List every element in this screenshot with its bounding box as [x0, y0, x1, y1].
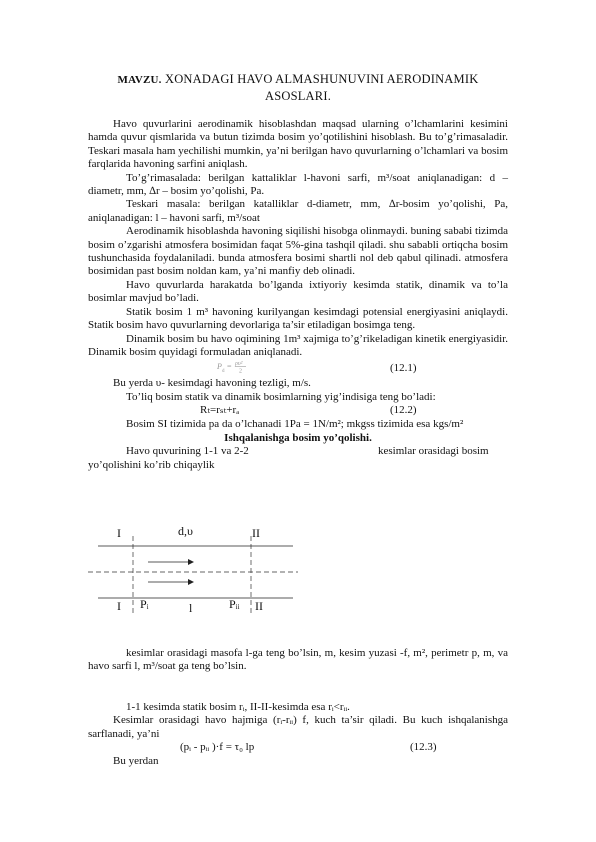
svg-text:d: d — [222, 369, 225, 374]
paragraph-8: Bu yerda υ- kesimdagi havoning tezligi, m/s. — [113, 377, 311, 390]
paragraph-1: Havo quvurlarini aerodinamik hisoblashdan maqsad ularning o’lchamlarini kesimini hamda quvur qismlarida va butun tizimda bosim yo’qotilishini hisoblash. Bu to’g’rimasaladir. Teskari masala ham yechilishi mumkin, ya’ni berilgan havo quvurlarning o’lchamlari va bosim farqlarida havoning sarfini aniqlash. — [88, 118, 508, 171]
section-heading: Ishqalanishga bosim yo’qolishi. — [224, 431, 372, 444]
dynamic-pressure-formula-image — [216, 359, 252, 373]
equation-3-expression: (pᵢ - pᵢᵢ )·f = τ₀ lp — [180, 741, 255, 754]
svg-text:ρυ²: ρυ² — [235, 361, 243, 368]
body-text — [88, 118, 508, 472]
title-line-2: ASOSLARI. — [264, 89, 332, 103]
body-text-3 — [88, 701, 508, 769]
paragraph-7: Dinamik bosim bu havo oqimining 1m³ xajmiga to’g’rikeladigan kinetik energiyasidir. Dinamik bosim quyidagi formuladan aniqlanadi. — [88, 332, 508, 358]
svg-text:=: = — [227, 362, 232, 372]
diagram-label-bottom-right: II — [255, 599, 263, 613]
svg-text:P: P — [217, 362, 222, 372]
paragraph-3: Teskari masala: berilgan katalliklar d-diametr, mm, ∆r-bosim yo’qolishi, Pa, aniqlanadigan: l – havoni sarfi, m³/soat — [88, 198, 508, 224]
flow-arrow-2-head — [188, 579, 194, 585]
paragraph-5: Havo quvurlarda harakatda bo’lganda ixtiyoriy kesimda statik, dinamik va to’la bosimlar mavjud bo’ladi. — [88, 278, 508, 305]
equation-12-1 — [88, 359, 508, 377]
paragraph-11-part-b: kesimlar orasidagi bosim — [378, 444, 489, 457]
diagram-label-bottom-left: I — [117, 599, 121, 613]
body-text-2 — [88, 647, 508, 674]
diagram-label-top-right: II — [252, 526, 260, 540]
duct-section-diagram — [88, 522, 298, 622]
svg-text:2: 2 — [239, 368, 242, 374]
equation-12-2 — [88, 404, 508, 418]
equation-3-number: (12.3) — [410, 741, 437, 754]
diagram-label-p1: Pᵢ — [140, 597, 149, 611]
page-title — [88, 71, 508, 104]
paragraph-6: Statik bosim 1 m³ havoning kurilyangan kesimdagi potensial energiyasini aniqlaydi. Statik bosim havo quvurlarning devorlariga ta’sir etiladigan bosimga teng. — [88, 305, 508, 332]
diagram-label-p2: Pᵢᵢ — [229, 597, 240, 611]
diagram-label-length: l — [189, 601, 193, 615]
paragraph-13: 1-1 kesimda statik bosim rᵢ, II-II-kesimda esa rᵢ<rᵢᵢ. — [126, 701, 350, 713]
diagram-label-top-left: I — [117, 526, 121, 540]
paragraph-10: Bosim SI tizimida pa da o’lchanadi 1Pa = 1N/m²; mkgss tizimida esa kgs/m² — [126, 418, 464, 431]
paragraph-9: To’liq bosim statik va dinamik bosimlarning yig’indisiga teng bo’ladi: — [126, 390, 436, 403]
flow-arrow-1-head — [188, 559, 194, 565]
paragraph-4: Aerodinamik hisoblashda havoning siqilishi hisobga olinmaydi. buning sababi tizimda bosim o’zgarishi atmosfera bosimidan faqat 5%-gina tashqil qiladi. shu sababli ortiqcha bosim tushunchasida foydalaniladi. bunda atmosfera bosimi shartli nol deb qabul qilinadi. atmosfera bosimidan past bosim noldan kam, ya’ni manfiy deb olinadi. — [88, 225, 508, 278]
equation-1-number: (12.1) — [390, 362, 417, 375]
paragraph-15: Bu yerdan — [113, 755, 159, 768]
paragraph-14: Kesimlar orasidagi havo hajmiga (rᵢ-rᵢᵢ) f, kuch ta’sir qiladi. Bu kuch ishqalanishga sarflanadi, ya’ni — [88, 714, 508, 740]
paragraph-12: kesimlar orasidagi masofa l-ga teng bo’lsin, m, kesim yuzasi -f, m², perimetr p, m, va havo sarfi l, m³/soat ga teng bo’lsin. — [88, 647, 508, 673]
title-line-1: XONADAGI HAVO ALMASHUNUVINI AERODINAMIK — [164, 72, 479, 86]
diagram-label-top-mid: d,υ — [178, 524, 193, 538]
paragraph-11-line — [88, 445, 508, 459]
title-label: MAVZU. — [117, 74, 162, 86]
equation-12-3 — [88, 741, 508, 755]
paragraph-11-part-c: yo’qolishini ko’rib chiqaylik — [88, 458, 215, 471]
equation-2-number: (12.2) — [390, 404, 417, 417]
paragraph-2: To’g’rimasalada: berilgan kattaliklar l-havoni sarfi, m³/soat aniqlanadigan: d – diametr, mm, ∆r – bosim yo’qolishi, Pa. — [88, 171, 508, 198]
equation-2-expression: Rₜ=rₛₜ+rₐ — [200, 404, 240, 417]
paragraph-11-part-a: Havo quvurining 1-1 va 2-2 — [126, 444, 249, 457]
